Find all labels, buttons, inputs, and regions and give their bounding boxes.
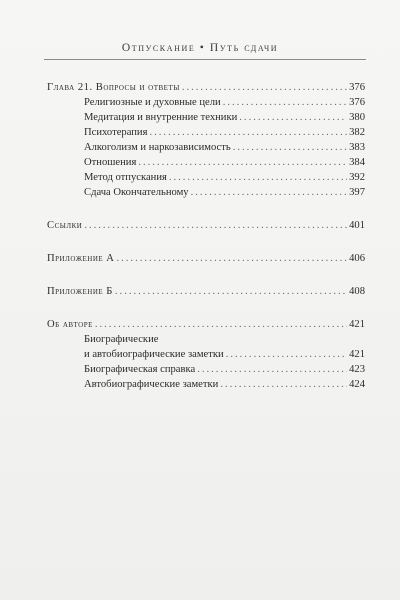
toc-entry-label: Ссылки (47, 220, 83, 231)
leader-dots (169, 170, 347, 185)
toc-entry-chapter-21[interactable] (47, 80, 365, 95)
toc-entry-appendix-b[interactable] (47, 284, 365, 299)
toc-page-number: 423 (349, 364, 365, 375)
toc-page-number: 397 (349, 187, 365, 198)
toc-page-number: 406 (349, 253, 365, 264)
leader-dots (95, 317, 347, 332)
toc-subentry[interactable] (84, 185, 365, 200)
toc-page-number: 408 (349, 286, 365, 297)
toc-page-number: 382 (349, 127, 365, 138)
leader-dots (220, 377, 347, 392)
leader-dots (116, 251, 347, 266)
toc-entry-label: Приложение А (47, 253, 115, 264)
toc-subentry[interactable] (84, 155, 365, 170)
toc-page-number: 384 (349, 157, 365, 168)
toc-page-number: 424 (349, 379, 365, 390)
leader-dots (223, 95, 347, 110)
toc-entry-label: Психотерапия (84, 127, 148, 138)
toc-entry-appendix-a[interactable] (47, 251, 365, 266)
toc-subentry[interactable] (84, 362, 365, 377)
toc-entry-label: Приложение Б (47, 286, 113, 297)
toc-subentry[interactable] (84, 110, 365, 125)
leader-dots (226, 347, 347, 362)
toc-entry-label: Глава 21. Вопросы и ответы (47, 82, 180, 93)
toc-entry-label: Автобиографические заметки (84, 379, 219, 390)
leader-dots (138, 155, 347, 170)
leader-dots (182, 80, 347, 95)
toc-entry-label: Биографическая справка (84, 364, 196, 375)
toc-entry-label: Медитация и внутренние техники (84, 112, 238, 123)
leader-dots (149, 125, 347, 140)
toc-entry-label: Религиозные и духовные цели (84, 97, 221, 108)
leader-dots (115, 284, 347, 299)
toc-entry-references[interactable] (47, 218, 365, 233)
toc-page-number: 401 (349, 220, 365, 231)
toc-subentry[interactable] (84, 95, 365, 110)
leader-dots (233, 140, 347, 155)
toc-entry-label: Сдача Окончательному (84, 187, 189, 198)
toc-subentry[interactable] (84, 377, 365, 392)
toc-entry-about-author[interactable] (47, 317, 365, 332)
toc-page-number: 392 (349, 172, 365, 183)
toc-subentry[interactable] (84, 347, 365, 362)
toc-page-number: 376 (349, 82, 365, 93)
toc-entry-label: Об авторе (47, 319, 93, 330)
toc-subentry[interactable] (84, 140, 365, 155)
table-of-contents (47, 80, 365, 392)
toc-page-number: 376 (349, 97, 365, 108)
header-rule (44, 59, 366, 60)
leader-dots (239, 110, 347, 125)
toc-entry-label: и автобиографические заметки (84, 349, 224, 360)
toc-page-number: 421 (349, 319, 365, 330)
running-head: Отпускание • Путь сдачи (121, 42, 279, 54)
toc-page-number: 421 (349, 349, 365, 360)
toc-entry-label: Отношения (84, 157, 137, 168)
toc-page-number: 380 (349, 112, 365, 123)
leader-dots (191, 185, 348, 200)
toc-entry-label: Метод отпускания (84, 172, 167, 183)
toc-subentry[interactable] (84, 125, 365, 140)
toc-subentry[interactable] (84, 170, 365, 185)
toc-page-number: 383 (349, 142, 365, 153)
toc-entry-label: Алкоголизм и наркозависимость (84, 142, 231, 153)
leader-dots (84, 218, 347, 233)
toc-subentry-label-line1: Биографические (84, 334, 159, 345)
leader-dots (197, 362, 347, 377)
